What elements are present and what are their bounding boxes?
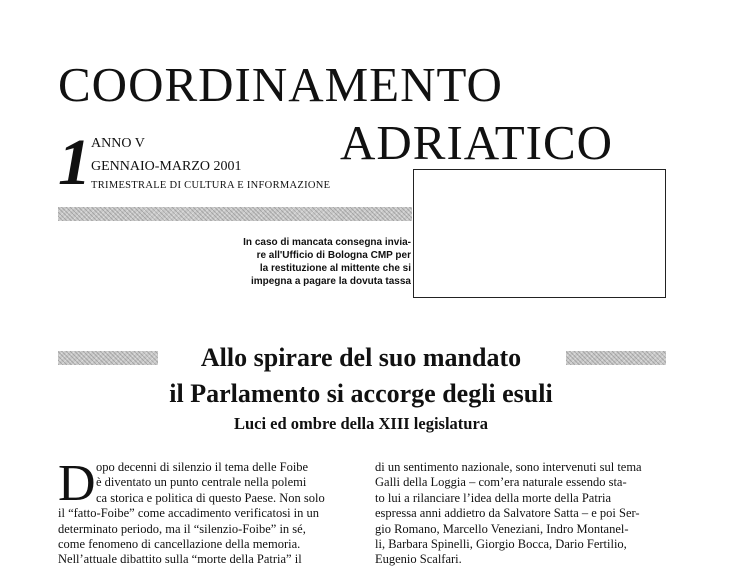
column-line: come fenomeno di cancellazione della memoria.	[58, 537, 301, 552]
article-headline-line1: Allo spirare del suo mandato	[200, 343, 522, 372]
issue-year: ANNO V	[91, 136, 145, 151]
address-label-box	[413, 169, 666, 298]
article-headline-line2: il Parlamento si accorge degli esuli	[169, 379, 553, 408]
decorative-band-top	[58, 207, 412, 221]
column-line: espressa anni addietro da Salvatore Satta – e poi Ser-	[375, 506, 640, 521]
masthead-title-line1: COORDINAMENTO	[58, 57, 503, 112]
masthead-title-line2: ADRIATICO	[340, 115, 614, 170]
article-column-left	[58, 455, 356, 568]
postal-notice-line: impegna a pagare la dovuta tassa	[250, 276, 411, 287]
issue-period: GENNAIO-MARZO 2001	[91, 159, 242, 174]
column-line: Eugenio Scalfari.	[375, 552, 462, 567]
column-line: to lui a rilanciare l’idea della morte della Patria	[375, 490, 612, 505]
postal-notice-line: re all'Ufficio di Bologna CMP per	[256, 250, 411, 261]
article-subheadline: Luci ed ombre della XIII legislatura	[233, 414, 489, 433]
column-line: Galli della Loggia – com’era naturale essendo sta-	[375, 475, 627, 490]
column-line: Nell’attuale dibattito sulla “morte della Patria” il	[58, 552, 302, 567]
drop-cap: D	[58, 455, 96, 512]
column-line: di un sentimento nazionale, sono intervenuti sul tema	[375, 460, 642, 474]
postal-notice-line: In caso di mancata consegna invia-	[243, 237, 411, 248]
column-line: determinato periodo, ma il “silenzio-Foibe” in sé,	[58, 521, 306, 536]
column-line: opo decenni di silenzio il tema delle Foibe	[96, 460, 309, 474]
column-line: il “fatto-Foibe” come accadimento verificatosi in un	[58, 506, 320, 521]
article-column-right	[375, 460, 667, 568]
column-line: li, Barbara Spinelli, Giorgio Bocca, Dario Fertilio,	[375, 537, 627, 552]
postal-notice-line: la restituzione al mittente che si	[259, 263, 411, 274]
issue-number: 1	[58, 126, 91, 199]
column-line: ca storica e politica di questo Paese. Non solo	[96, 490, 325, 505]
column-line: gio Romano, Marcello Veneziani, Indro Montanel-	[375, 521, 629, 536]
column-line: è diventato un punto centrale nella polemi	[96, 475, 307, 490]
postal-notice	[200, 236, 411, 288]
masthead-tagline: TRIMESTRALE DI CULTURA E INFORMAZIONE	[91, 180, 331, 191]
